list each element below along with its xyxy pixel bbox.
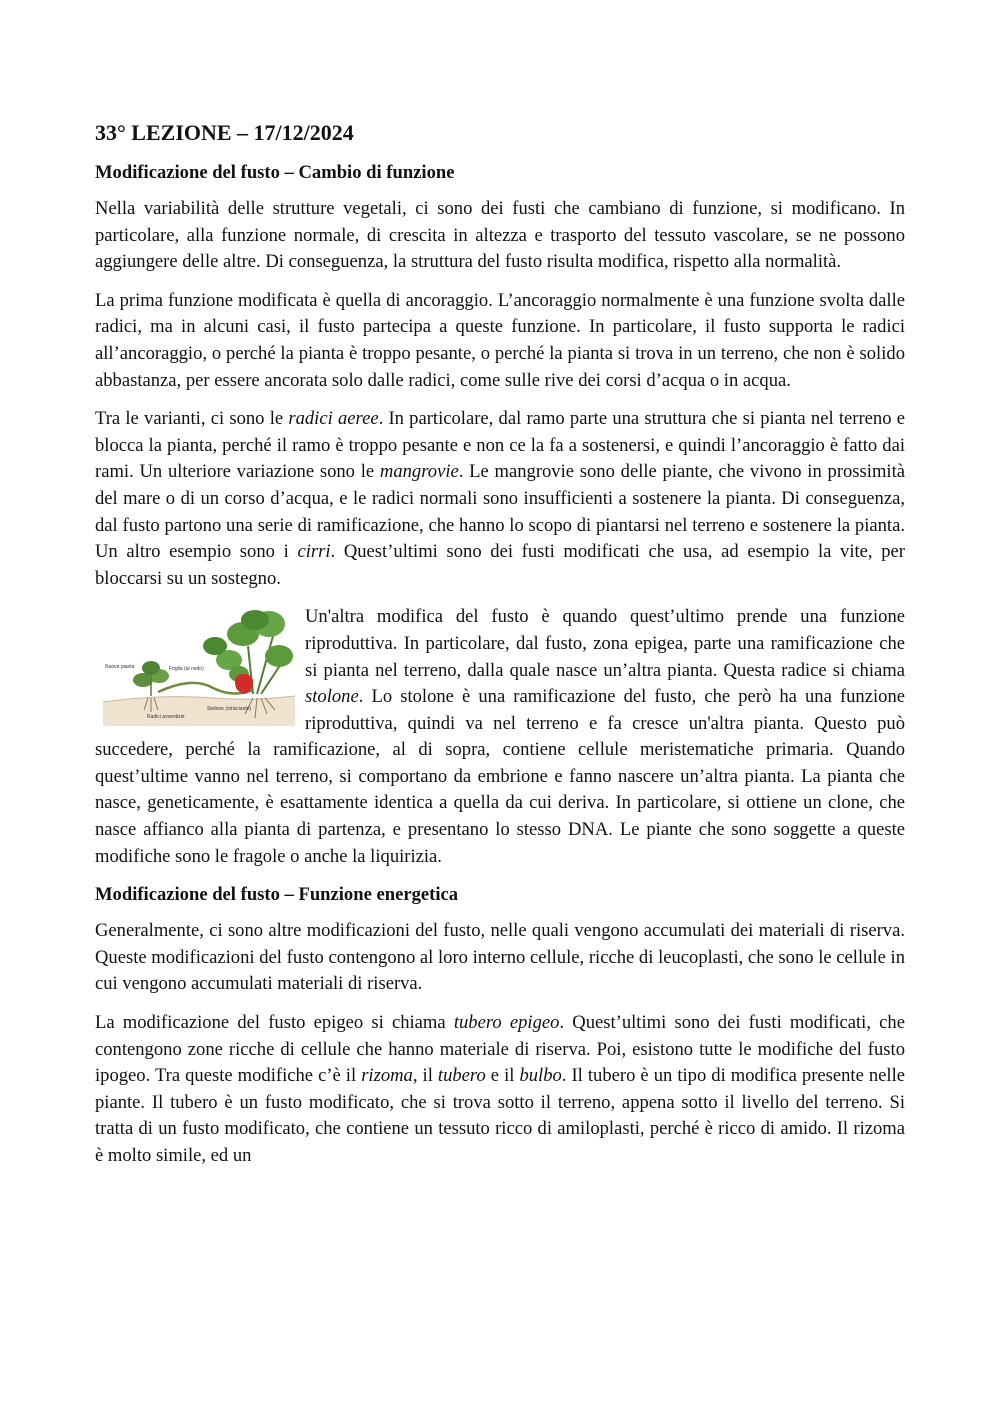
text-span: . Il tubero è un tipo di modifica presente nelle piante. Il tubero è un fusto modificato, che si trova sotto il terreno, appena sotto il livello del terreno. Si tratta di un fusto modificato, che contiene un tessuto ricco di amiloplasti, perché è ricco di amido. Il rizoma è molto simile, ed un [95, 1065, 906, 1166]
text-span: . Quest’ultimi sono dei fusti modificati che usa, ad esempio la vite, per bloccarsi su un sostegno. [95, 541, 906, 589]
paragraph-with-figure [95, 604, 905, 870]
paragraph: Nella variabilità delle strutture vegetali, ci sono dei fusti che cambiano di funzione, si modificano. In particolare, alla funzione normale, di crescita in altezza e trasporto del tessuto vascolare, se ne possono aggiungere delle altre. Di conseguenza, la struttura del fusto risulta modifica, rispetto alla normalità. [95, 198, 905, 273]
section-heading-cambio-funzione: Modificazione del fusto – Cambio di funzione [95, 162, 455, 183]
figure-label-stolone: Stolone (strisciante) [207, 706, 252, 713]
term-radici-aeree: radici aeree [288, 408, 379, 430]
term-bulbo: bulbo [519, 1065, 562, 1087]
term-tubero-epigeo: tubero epigeo [453, 1012, 560, 1034]
text-span: e il [485, 1065, 520, 1087]
document-page [95, 118, 905, 1182]
text-span: il [417, 1065, 438, 1087]
text-span: . In particolare, dal ramo parte una struttura che si pianta nel terreno e blocca la pianta, perché il ramo è troppo pesante e non ce la fa a sostenersi, e quindi l’ancoraggio è fatto dai rami. Un ulteriore variazione sono le [95, 408, 905, 483]
text-span: . Le mangrovie sono delle piante, che vivono in prossimità del mare o di un corso d’acqua, e le radici normali sono insufficienti a sostenere la pianta. Di conseguenza, dal fusto partono una serie di ramificazione, che hanno lo scopo di piantarsi nel terreno e sostenere la pianta. Un altro esempio sono i [95, 461, 905, 563]
paragraph [95, 406, 905, 592]
text-span: La modificazione del fusto epigeo si chiama [95, 1012, 454, 1034]
figure-label-foglia: Foglia (al nodo) [169, 666, 204, 673]
figure-label-nuova-pianta: Nuova pianta [105, 664, 135, 671]
text-span: . Quest’ultimi sono dei fusti modificati, che contengono zone ricche di cellule che hanno materiale di riserva. Poi, esistono tutte le modifiche del fusto ipogeo. Tra queste modifiche c’è il [95, 1012, 905, 1087]
term-tubero: tubero [437, 1065, 486, 1087]
term-stolone: stolone [305, 686, 359, 708]
text-span: Tra le varianti, ci sono le [95, 408, 289, 430]
term-mangrovie: mangrovie [379, 461, 459, 483]
paragraph: La prima funzione modificata è quella di ancoraggio. L’ancoraggio normalmente è una funzione svolta dalle radici, ma in alcuni casi, il fusto partecipa a queste funzione. In particolare, il fusto supporta le radici all’ancoraggio, o perché la pianta è troppo pesante, o perché la pianta si trova in un terreno, che non è solido abbastanza, per essere ancorata solo dalle radici, come sulle rive dei corsi d’acqua o in acqua. [95, 289, 905, 391]
text-span: . Lo stolone è una ramificazione del fusto, che però ha una funzione riproduttiva, quindi va nel terreno e fa cresce un'altra pianta. Questo può succedere, perché la ramificazione, al di sopra, contiene cellule meristematiche primaria. Quando quest’ultime vanno nel terreno, si comportano da embrione e fanno nascere un’altra pianta. La pianta che nasce, geneticamente, è esattamente identica a quella da cui deriva. In particolare, si ottiene un clone, che nasce affianco alla pianta di partenza, e presentano lo stesso DNA. Le piante che sono soggette a queste modifiche sono le fragole o anche la liquirizia. [95, 686, 905, 867]
lesson-title: 33° LEZIONE – 17/12/2024 [95, 120, 354, 145]
paragraph: Generalmente, ci sono altre modificazioni del fusto, nelle quali vengono accumulati dei materiali di riserva. Queste modificazioni del fusto contengono al loro interno cellule, ricche di leucoplasti, che sono le cellule in cui vengono accumulati materiali di riserva. [95, 920, 905, 995]
paragraph [95, 1010, 905, 1170]
section-heading-funzione-energetica: Modificazione del fusto – Funzione energetica [95, 884, 459, 906]
figure-label-radici: Radici avventizie [147, 714, 185, 721]
text-span: Un'altra modifica del fusto è quando quest’ultimo prende una funzione riproduttiva. In particolare, dal fusto, zona epigea, parte una ramificazione che si pianta nel terreno, dalla quale nasce un’altra pianta. Questa radice si chiama [305, 606, 905, 681]
term-cirri: cirri [297, 541, 331, 563]
term-rizoma: rizoma, [361, 1065, 418, 1087]
strawberry-plant-illustration [103, 606, 295, 726]
strawberry-stolon-figure [103, 606, 295, 726]
